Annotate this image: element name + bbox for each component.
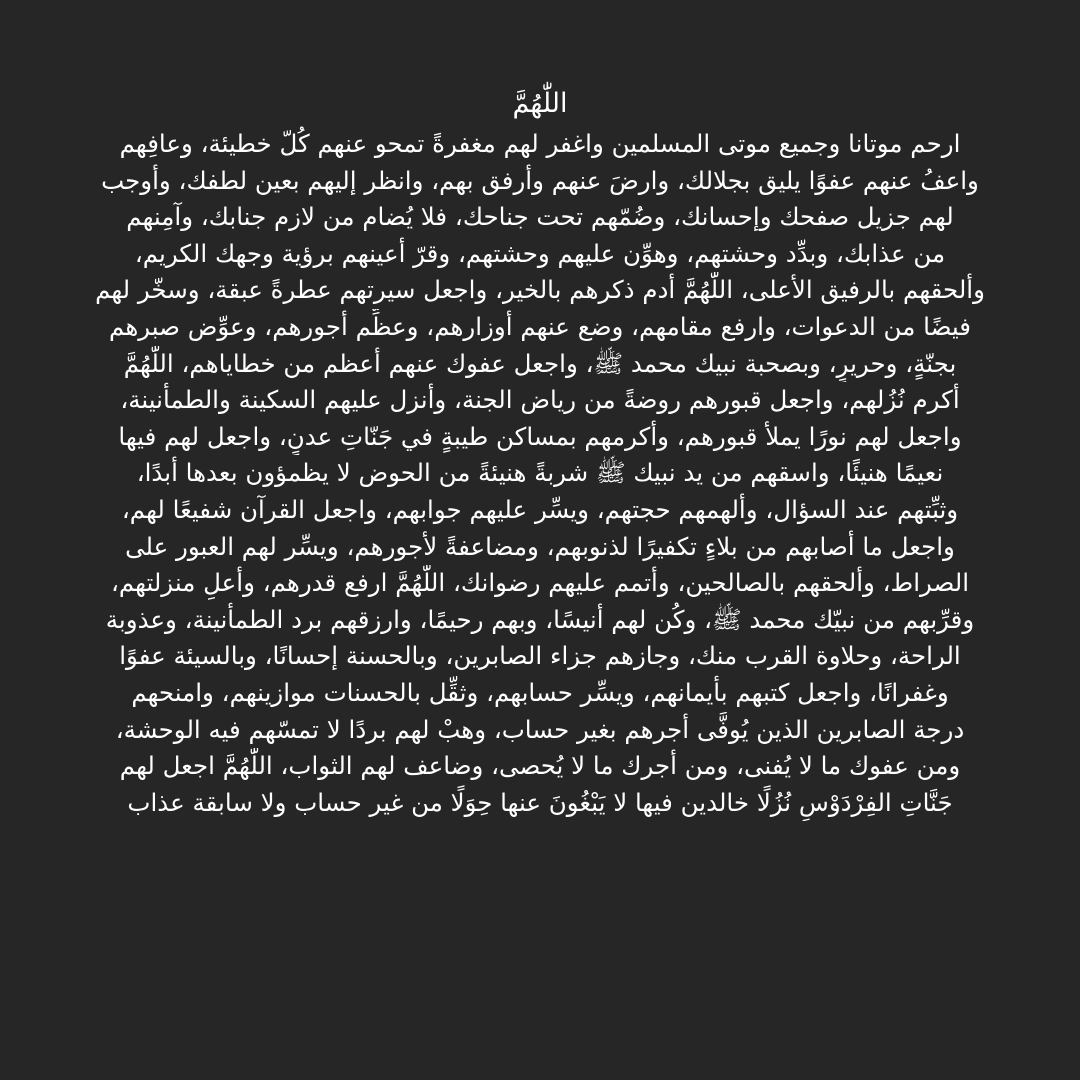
prayer-line: الراحة، وحلاوة القرب منك، وجازهم جزاء الصابرين، وبالحسنة إحسانًا، وبالسيئة عفوًا [119, 641, 961, 671]
prayer-line: واجعل لهم نورًا يملأ قبورهم، وأكرمهم بمساكن طيبةٍ في جَنّاتِ عدنٍ، واجعل لهم فيها [118, 421, 962, 451]
prayer-line: نعيمًا هنيئًا، واسقهم من يد نبيك ﷺ شربةً هنيئةً من الحوض لا يظمؤون بعدها أبدًا، [136, 458, 944, 488]
prayer-text [60, 126, 1020, 821]
prayer-line: وقرِّبهم من نبيّك محمد ﷺ، وكُن لهم أنيسًا، وبهم رحيمًا، وارزقهم برد الطمأنينة، وعذوبة [105, 604, 975, 634]
prayer-line: ارحم موتانا وجميع موتى المسلمين واغفر لهم مغفرةً تمحو عنهم كُلّ خطيئة، وعافِهم [119, 129, 961, 158]
prayer-line: أكرم نُزُلهم، واجعل قبورهم روضةً من رياض الجنة، وأنزل عليهم السكينة والطمأنينة، [120, 385, 960, 415]
prayer-line: وألحقهم بالرفيق الأعلى، اللّٰهُمَّ أدم ذكرهم بالخير، واجعل سيرتهم عطرةً عبقة، وسخّر لهم [95, 275, 985, 305]
prayer-title: اللّٰهُمَّ [512, 88, 568, 119]
prayer-line: فيضًا من الدعوات، وارفع مقامهم، وضع عنهم أوزارهم، وعظِّم أجورهم، وعوِّض صبرهم [109, 311, 971, 341]
prayer-line: درجة الصابرين الذين يُوفَّى أجرهم بغير حساب، وهبْ لهم بردًا لا تمسّهم فيه الوحشة، [115, 714, 965, 744]
prayer-line: جَنَّاتِ الفِرْدَوْسِ نُزُلًا خالدين فيها لا يَبْغُونَ عنها حِوَلًا من غير حساب ولا سابقة عذاب [127, 787, 953, 817]
prayer-line: وغفرانًا، واجعل كتبهم بأيمانهم، ويسِّر حسابهم، وثقِّل بالحسنات موازينهم، وامنحهم [131, 677, 949, 707]
prayer-line: الصراط، وألحقهم بالصالحين، وأتمم عليهم رضوانك، اللّٰهُمَّ ارفع قدرهم، وأعلِ منزلتهم، [110, 568, 970, 598]
prayer-line: بجنّةٍ، وحريرٍ، وبصحبة نبيك محمد ﷺ، واجعل عفوك عنهم أعظم من خطاياهم، اللّٰهُمَّ [123, 348, 957, 378]
prayer-line: من عذابك، وبدِّد وحشتهم، وهوِّن عليهم وحشتهم، وقرّ أعينهم برؤية وجهك الكريم، [134, 238, 946, 268]
prayer-line: ومن عفوك ما لا يُفنى، ومن أجرك ما لا يُحصى، وضاعف لهم الثواب، اللّٰهُمَّ اجعل لهم [119, 751, 961, 781]
prayer-line: وثبِّتهم عند السؤال، وألهمهم حجتهم، ويسِّر عليهم جوابهم، واجعل القرآن شفيعًا لهم، [121, 494, 959, 524]
prayer-line: لهم جزيل صفحك وإحسانك، وضُمّهم تحت جناحك، فلا يُضام من لازم جنابك، وآمِنهم [126, 202, 954, 232]
prayer-line: واجعل ما أصابهم من بلاءٍ تكفيرًا لذنوبهم، ومضاعفةً لأجورهم، ويسِّر لهم العبور على [125, 531, 955, 561]
prayer-line: واعفُ عنهم عفوًا يليق بجلالك، وارضَ عنهم وأرفق بهم، وانظر إليهم بعين لطفك، وأوجب [101, 165, 979, 195]
